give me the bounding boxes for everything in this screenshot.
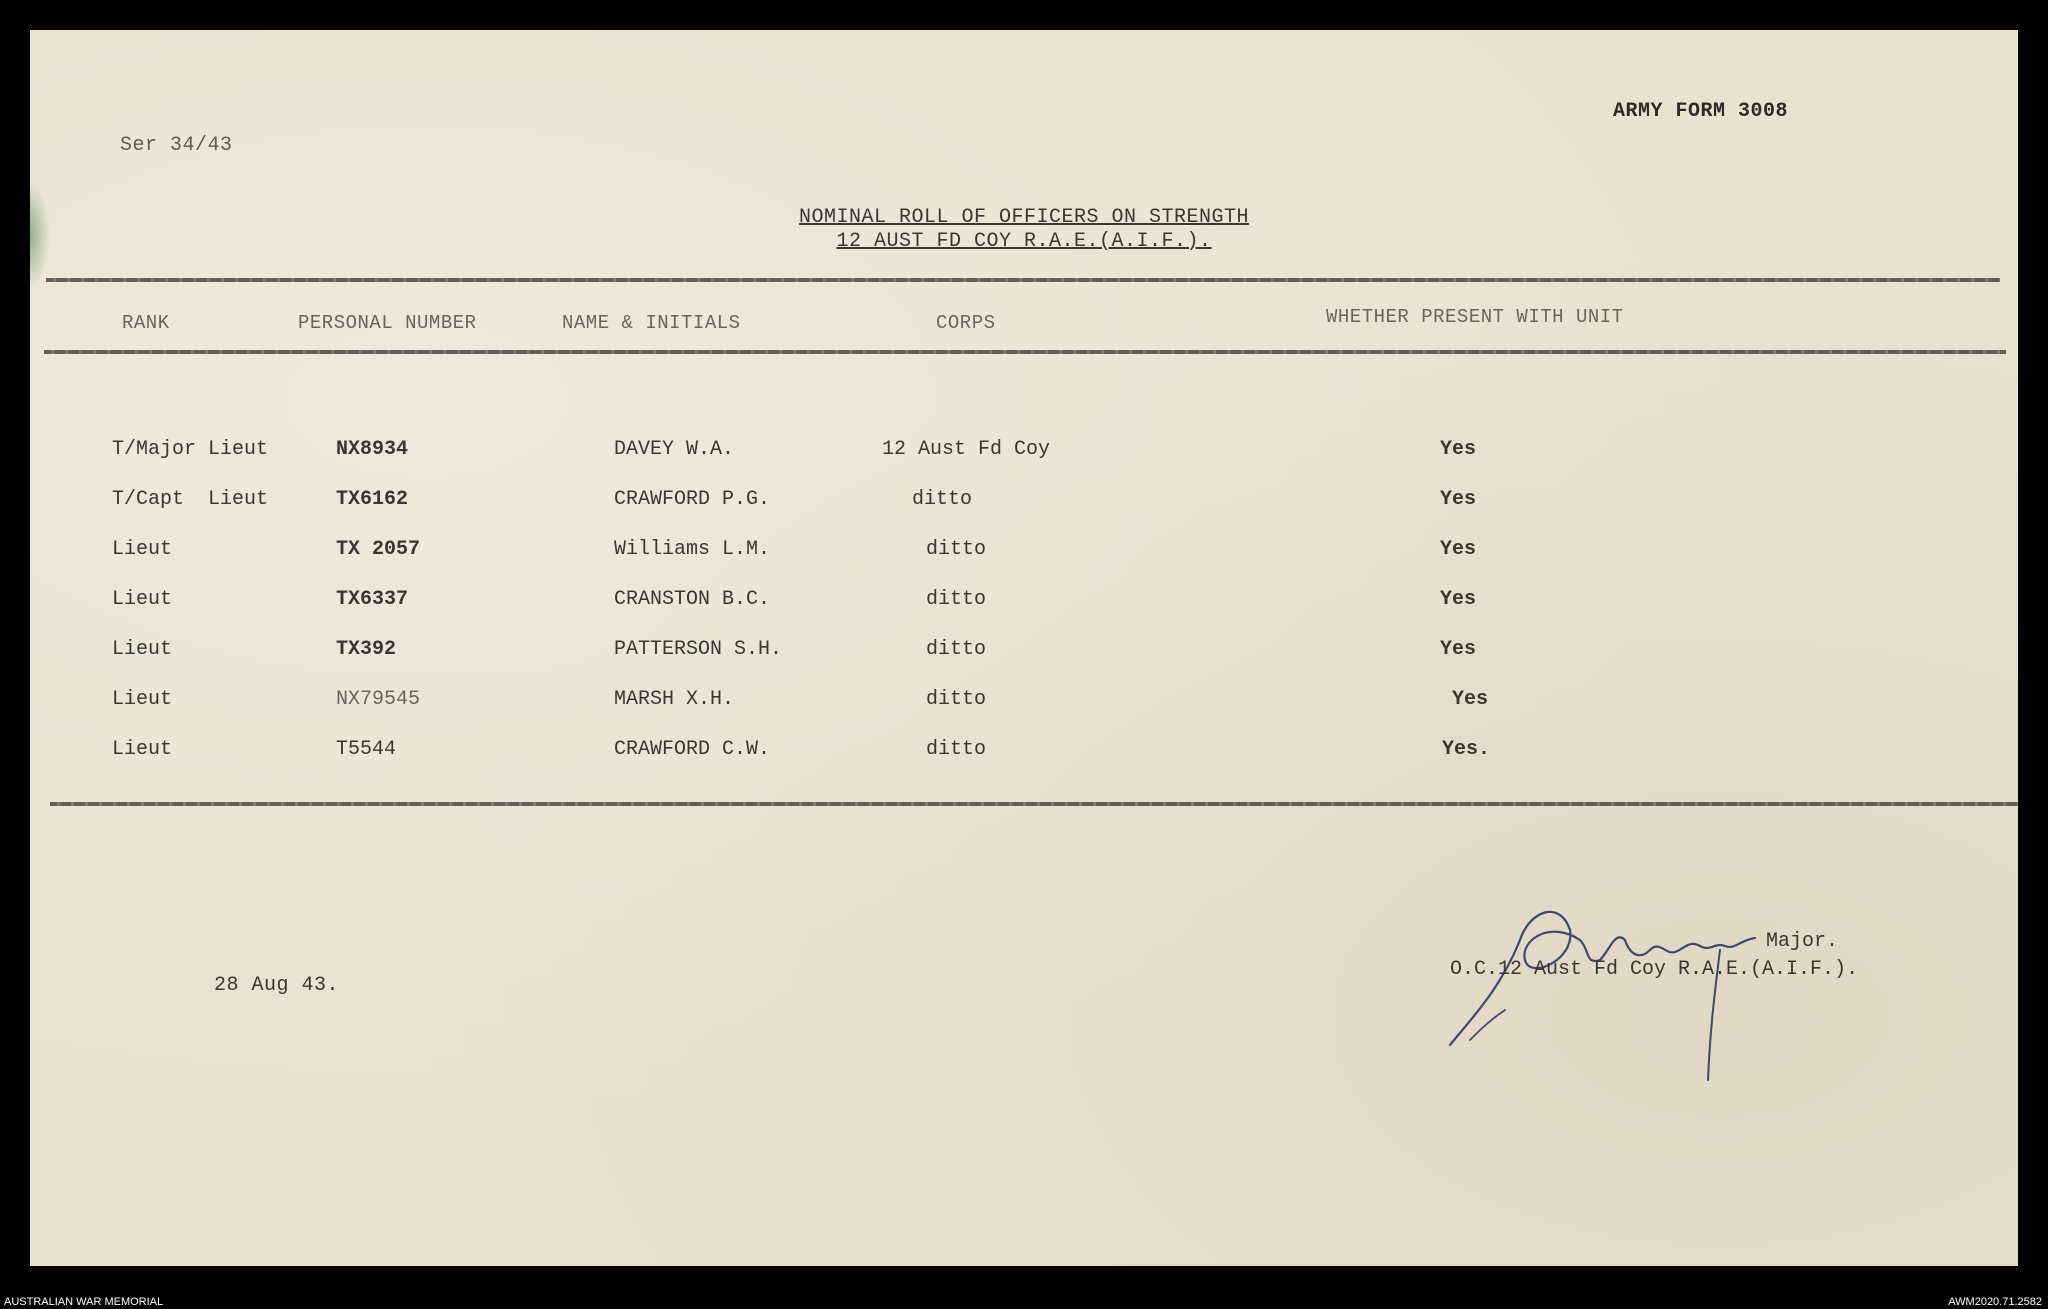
archive-accession: AWM2020.71.2582: [1948, 1296, 2042, 1308]
present-cell: Yes: [1440, 438, 1477, 461]
present-cell: Yes: [1452, 688, 1489, 711]
header-name: NAME & INITIALS: [562, 312, 741, 334]
signature-block: [1410, 880, 1910, 1120]
archive-institution: AUSTRALIAN WAR MEMORIAL: [4, 1296, 164, 1308]
document-title: NOMINAL ROLL OF OFFICERS ON STRENGTH: [798, 206, 1250, 229]
unit-title: 12 AUST FD COY R.A.E.(A.I.F.).: [836, 230, 1212, 253]
rank-cell: Lieut: [112, 688, 173, 711]
present-cell: Yes: [1440, 538, 1477, 561]
corps-cell: ditto: [926, 588, 987, 611]
table-row: [30, 688, 2018, 728]
corps-cell: ditto: [926, 738, 987, 761]
corps-cell: ditto: [912, 488, 973, 511]
personal-number-cell: TX6337: [336, 588, 409, 611]
name-cell: CRANSTON B.C.: [614, 588, 771, 611]
personal-number-cell: TX 2057: [336, 538, 421, 561]
header-corps: CORPS: [936, 312, 996, 334]
document-page: [30, 30, 2018, 1266]
document-date: 28 Aug 43.: [214, 974, 340, 997]
personal-number-cell: T5544: [336, 738, 397, 761]
bottom-rule: [50, 802, 2018, 806]
rank-cell: T/Capt Lieut: [112, 488, 269, 511]
present-cell: Yes.: [1442, 738, 1491, 761]
rank-cell: Lieut: [112, 538, 173, 561]
personal-number-cell: NX79545: [336, 688, 421, 711]
personal-number-cell: TX392: [336, 638, 397, 661]
header-present: WHETHER PRESENT WITH UNIT: [1326, 306, 1624, 328]
table-row: [30, 488, 2018, 528]
top-rule: [46, 278, 2000, 282]
table-row: [30, 538, 2018, 578]
rank-cell: Lieut: [112, 738, 173, 761]
name-cell: PATTERSON S.H.: [614, 638, 783, 661]
corps-cell: 12 Aust Fd Coy: [882, 438, 1051, 461]
name-cell: Williams L.M.: [614, 538, 771, 561]
table-row: [30, 738, 2018, 778]
header-rank: RANK: [122, 312, 170, 334]
corps-cell: ditto: [926, 538, 987, 561]
name-cell: DAVEY W.A.: [614, 438, 735, 461]
personal-number-cell: TX6162: [336, 488, 409, 511]
signature-rank: Major.: [1766, 930, 1839, 953]
rank-cell: Lieut: [112, 588, 173, 611]
present-cell: Yes: [1440, 638, 1477, 661]
corps-cell: ditto: [926, 638, 987, 661]
handwritten-signature: [1410, 880, 1910, 1120]
personal-number-cell: NX8934: [336, 438, 409, 461]
present-cell: Yes: [1440, 588, 1477, 611]
header-rule: [44, 350, 2006, 354]
name-cell: CRAWFORD C.W.: [614, 738, 771, 761]
header-personal-number: PERSONAL NUMBER: [298, 312, 477, 334]
form-number: ARMY FORM 3008: [1612, 100, 1788, 123]
name-cell: MARSH X.H.: [614, 688, 735, 711]
signature-title: O.C.12 Aust Fd Coy R.A.E.(A.I.F.).: [1450, 958, 1859, 981]
table-row: [30, 588, 2018, 628]
rank-cell: Lieut: [112, 638, 173, 661]
corps-cell: ditto: [926, 688, 987, 711]
serial-number: Ser 34/43: [120, 134, 233, 157]
table-row: [30, 638, 2018, 678]
table-row: [30, 438, 2018, 478]
name-cell: CRAWFORD P.G.: [614, 488, 771, 511]
present-cell: Yes: [1440, 488, 1477, 511]
rank-cell: T/Major Lieut: [112, 438, 269, 461]
